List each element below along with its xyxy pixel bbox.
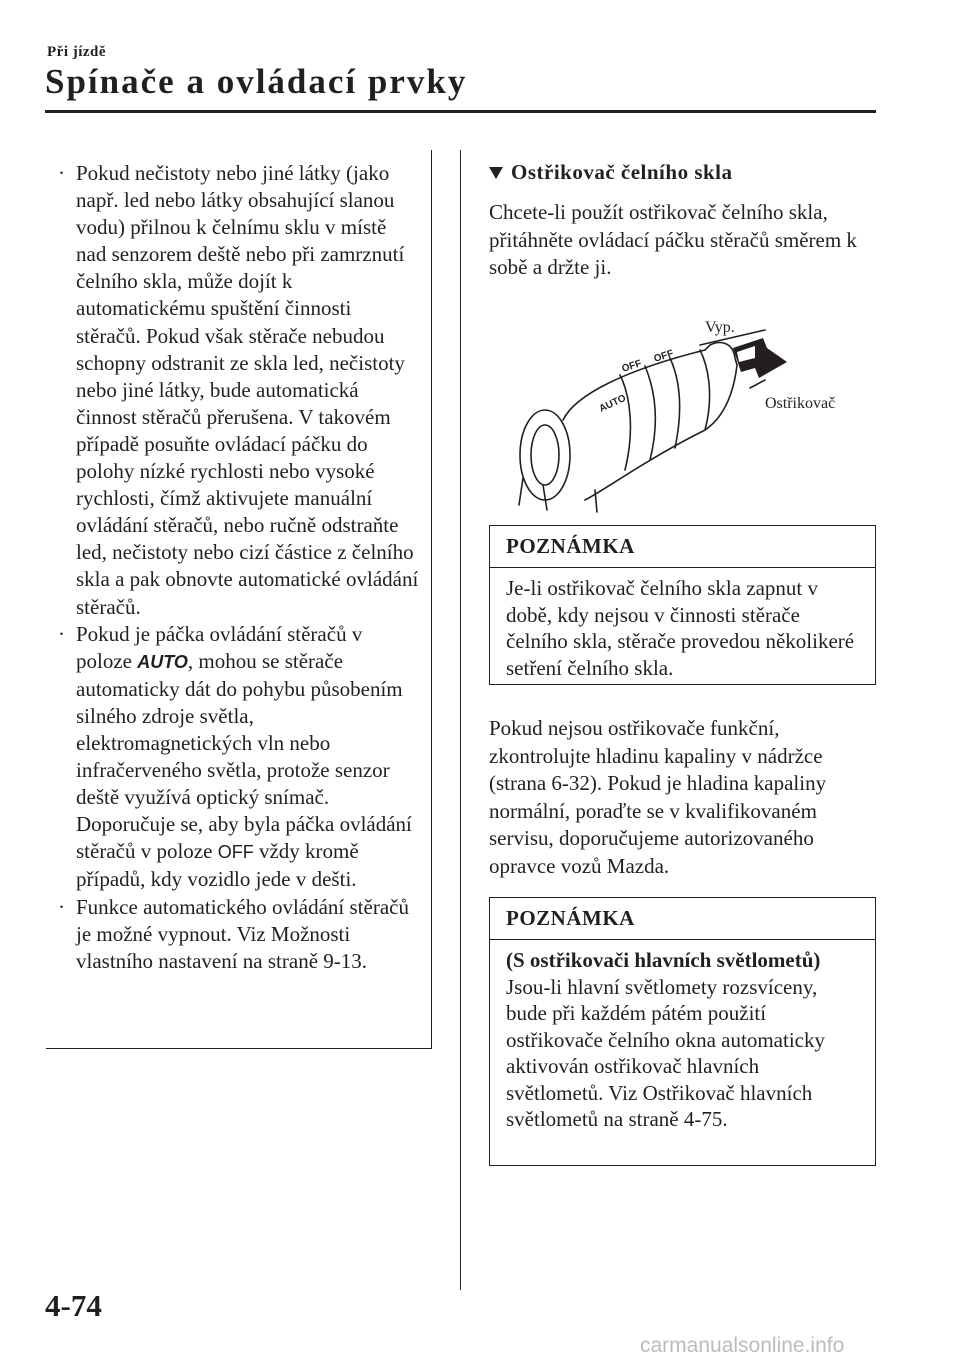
note-subheading: (S ostřikovači hlavních světlometů): [506, 948, 821, 972]
wiper-lever-illustration: [505, 300, 865, 515]
note-box-headlamp: [489, 897, 876, 1166]
bullet-dot: ·: [58, 161, 65, 185]
note-bullet-text: vždy kromě případů, kdy vozidlo jede v dešti.: [76, 839, 359, 892]
label-washer: Ostřikovač: [765, 395, 836, 412]
label-leader-washer: [750, 380, 765, 388]
ring-auto-text: AUTO: [597, 392, 628, 415]
bullet-dot: ·: [58, 894, 65, 919]
lever-ring-end: [700, 350, 710, 430]
bullet-dot: ·: [58, 621, 65, 646]
page-number: 4-74: [45, 1288, 102, 1323]
column-divider: [460, 150, 461, 1290]
note-box-body: Je-li ostřikovač čelního skla zapnut v době, kdy nejsou v činnosti stěrače čelního skla, stěrače provedou několikeré setření čelního skla.: [506, 576, 855, 680]
note-bullet-item: [46, 621, 431, 894]
lever-ring-mid: [670, 358, 680, 448]
note-box-body: [490, 940, 875, 1133]
off-position-label: OFF: [217, 842, 254, 863]
lever-end-cap: [520, 410, 570, 500]
note-box-washer: [489, 525, 876, 685]
watermark: carmanualsonline.info: [640, 1334, 845, 1357]
note-bullet-list: [46, 150, 431, 975]
note-bullet-item: [46, 894, 431, 975]
lever-ring-off: [620, 375, 630, 470]
note-text: Jsou-li hlavní světlomety rozsvíceny, bude při každém pátém použití ostřikovače čelního okna automaticky aktivován ostřikovač hlavních světlometů. Viz Ostřikovač hlavních světlometů na straně 4-75.: [506, 974, 825, 1131]
washer-heading: [489, 160, 879, 185]
note-bullet-text: , mohou se stěrače automaticky dát do pohybu působením silného zdroje světla, elektromagnetických vln nebo infračerveného světla, protože senzor deště využívá optický snímač. Doporučuje se, aby byla páčka ovládání stěračů v poloze: [76, 648, 412, 864]
page-title: Spínače a ovládací prvky: [45, 62, 468, 101]
note-bullet-text: Funkce automatického ovládání stěračů je možné vypnout. Viz Možnosti vlastního nastavení na straně 9-13.: [76, 894, 409, 973]
title-rule: [45, 110, 876, 113]
washer-section: [489, 160, 879, 282]
lever-ring-auto: [645, 366, 655, 460]
note-bullet-text: Pokud nečistoty nebo jiné látky (jako např. led nebo látky obsahující slanou vodu) přilnou k čelnímu sklu v místě nad senzorem deště nebo při zamrznutí čelního skla, může dojít k automatickému spuštění činnosti stěračů. Pokud však stěrače nebudou schopny odstranit ze skla led, nečistoty nebo jiné látky, bude automatická činnost stěračů přerušena. V takovém případě posuňte ovládací páčku do polohy nízké rychlosti nebo vysoké rychlosti, čímž aktivujete manuální ovládání stěračů, nebo ručně odstraňte led, nečistoty nebo cizí částice z čelního skla a pak obnovte automatické ovládání stěračů.: [76, 161, 419, 619]
washer-intro: Chcete-li použít ostřikovač čelního skla, přitáhněte ovládací páčku stěračů směrem k sobě a držte ji.: [489, 200, 857, 279]
note-bullet-item: [46, 160, 431, 621]
note-box-header: POZNÁMKA: [490, 898, 875, 940]
left-note-column: [46, 150, 432, 1049]
lever-stalk-outline: [563, 343, 737, 500]
section-kicker: Při jízdě: [47, 44, 107, 60]
triangle-down-icon: [489, 167, 503, 179]
ring-off-text-upper: OFF: [652, 348, 675, 365]
washer-heading-text: Ostřikovač čelního skla: [511, 160, 733, 184]
label-off: Vyp.: [705, 319, 735, 336]
washer-check-text: Pokud nejsou ostřikovače funkční, zkontrolujte hladinu kapaliny v nádržce (strana 6-32). Pokud je hladina kapaliny normální, poraďte se v kvalifikovaném servisu, doporučujeme autorizovaného opravce vozů Mazda.: [489, 716, 827, 878]
ring-off-text: OFF: [620, 358, 643, 375]
note-box-header: POZNÁMKA: [490, 526, 875, 568]
note-bullet-text: Pokud je páčka ovládání stěračů v poloze: [76, 621, 363, 673]
auto-position-label: AUTO: [137, 651, 188, 672]
